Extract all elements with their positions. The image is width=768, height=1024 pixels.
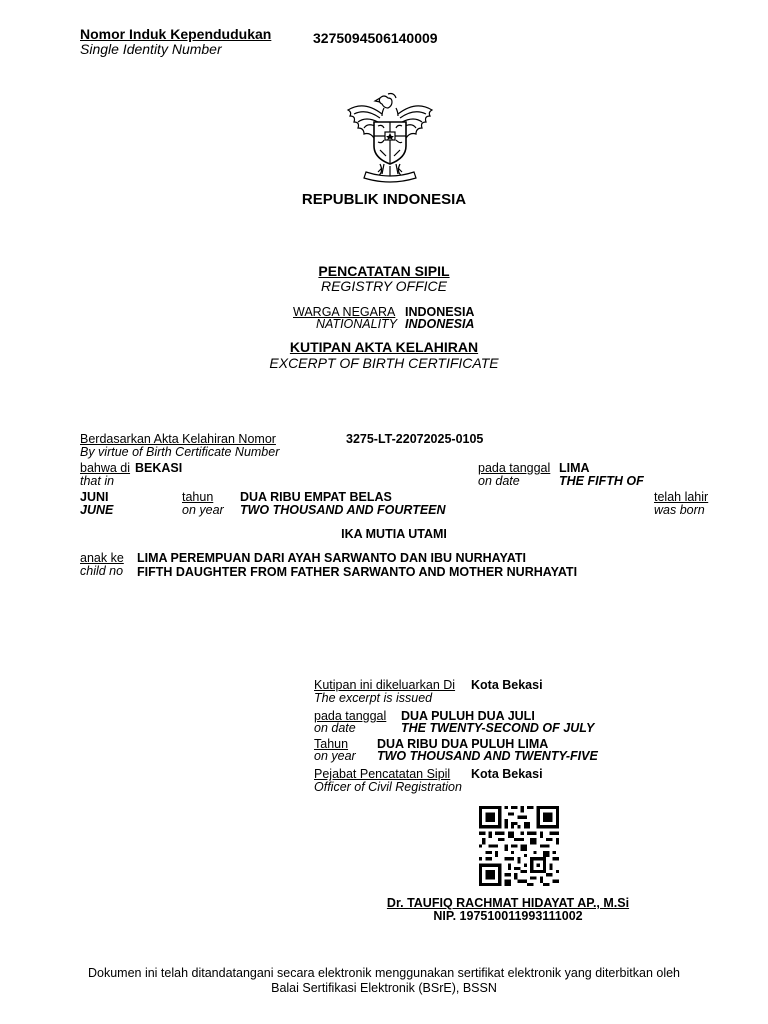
nik-value: 3275094506140009 — [313, 30, 438, 46]
issue-place-label-en: The excerpt is issued — [314, 691, 433, 705]
nationality-label-en: NATIONALITY — [316, 317, 398, 331]
qr-code-icon — [479, 806, 559, 886]
birth-month: JUNI — [80, 490, 109, 504]
signer-nip: NIP. 197510011993111002 — [433, 909, 583, 923]
issue-date-label-en: on date — [314, 721, 356, 735]
birth-place: BEKASI — [135, 461, 183, 475]
nationality-label: WARGA NEGARA — [293, 305, 396, 319]
birth-place-label: bahwa di — [80, 461, 131, 475]
birth-date-label: pada tanggal — [478, 461, 551, 475]
footer-line-1: Dokumen ini telah ditandatangani secara elektronik menggunakan sertifikat elektronik yang diterbitkan oleh — [87, 966, 681, 980]
issue-year-label-en: on year — [314, 749, 356, 763]
birth-day: LIMA — [559, 461, 590, 475]
issue-date-label: pada tanggal — [314, 709, 387, 723]
nik-label-en: Single Identity Number — [80, 41, 222, 57]
office-title: PENCATATAN SIPIL — [318, 263, 450, 279]
birth-year-en: TWO THOUSAND AND FOURTEEN — [240, 503, 446, 517]
born-label-en: was born — [654, 503, 705, 517]
birth-place-label-en: that in — [80, 474, 115, 488]
issue-year: DUA RIBU DUA PULUH LIMA — [377, 737, 549, 751]
officer-label: Pejabat Pencatatan Sipil — [314, 767, 451, 781]
birth-year: DUA RIBU EMPAT BELAS — [240, 490, 392, 504]
officer-place: Kota Bekasi — [471, 767, 543, 781]
birth-month-en: JUNE — [80, 503, 114, 517]
document-title-en: EXCERPT OF BIRTH CERTIFICATE — [269, 355, 499, 371]
act-label: Berdasarkan Akta Kelahiran Nomor — [80, 432, 276, 446]
issue-year-label: Tahun — [314, 737, 349, 751]
country-title: REPUBLIK INDONESIA — [301, 191, 467, 208]
nationality-value-en: INDONESIA — [405, 317, 475, 331]
birth-date-label-en: on date — [478, 474, 520, 488]
signer-name: Dr. TAUFIQ RACHMAT HIDAYAT AP., M.Si — [386, 896, 630, 910]
footer-line-2: Balai Sertifikasi Elektronik (BSrE), BSSN — [271, 981, 497, 995]
child-order-label-en: child no — [80, 564, 124, 578]
child-name: IKA MUTIA UTAMI — [341, 527, 447, 541]
nationality-value: INDONESIA — [405, 305, 475, 319]
document-title: KUTIPAN AKTA KELAHIRAN — [289, 339, 479, 355]
issue-date: DUA PULUH DUA JULI — [401, 709, 535, 723]
birth-day-en: THE FIFTH OF — [559, 474, 644, 488]
act-label-en: By virtue of Birth Certificate Number — [80, 445, 280, 459]
nik-label: Nomor Induk Kependudukan — [80, 26, 272, 42]
issue-place: Kota Bekasi — [471, 678, 543, 692]
child-order-label: anak ke — [80, 551, 124, 565]
born-label: telah lahir — [654, 490, 709, 504]
office-title-en: REGISTRY OFFICE — [320, 278, 447, 294]
issue-place-label: Kutipan ini dikeluarkan Di — [314, 678, 456, 692]
child-order-en: FIFTH DAUGHTER FROM FATHER SARWANTO AND MOTHER NURHAYATI — [137, 565, 578, 579]
birth-year-label-en: on year — [182, 503, 224, 517]
act-number: 3275-LT-22072025-0105 — [346, 432, 484, 446]
garuda-emblem-icon — [344, 92, 436, 188]
officer-label-en: Officer of Civil Registration — [314, 780, 462, 794]
birth-year-label: tahun — [182, 490, 214, 504]
issue-date-en: THE TWENTY-SECOND OF JULY — [401, 721, 595, 735]
issue-year-en: TWO THOUSAND AND TWENTY-FIVE — [377, 749, 598, 763]
child-order: LIMA PEREMPUAN DARI AYAH SARWANTO DAN IBU NURHAYATI — [137, 551, 526, 565]
